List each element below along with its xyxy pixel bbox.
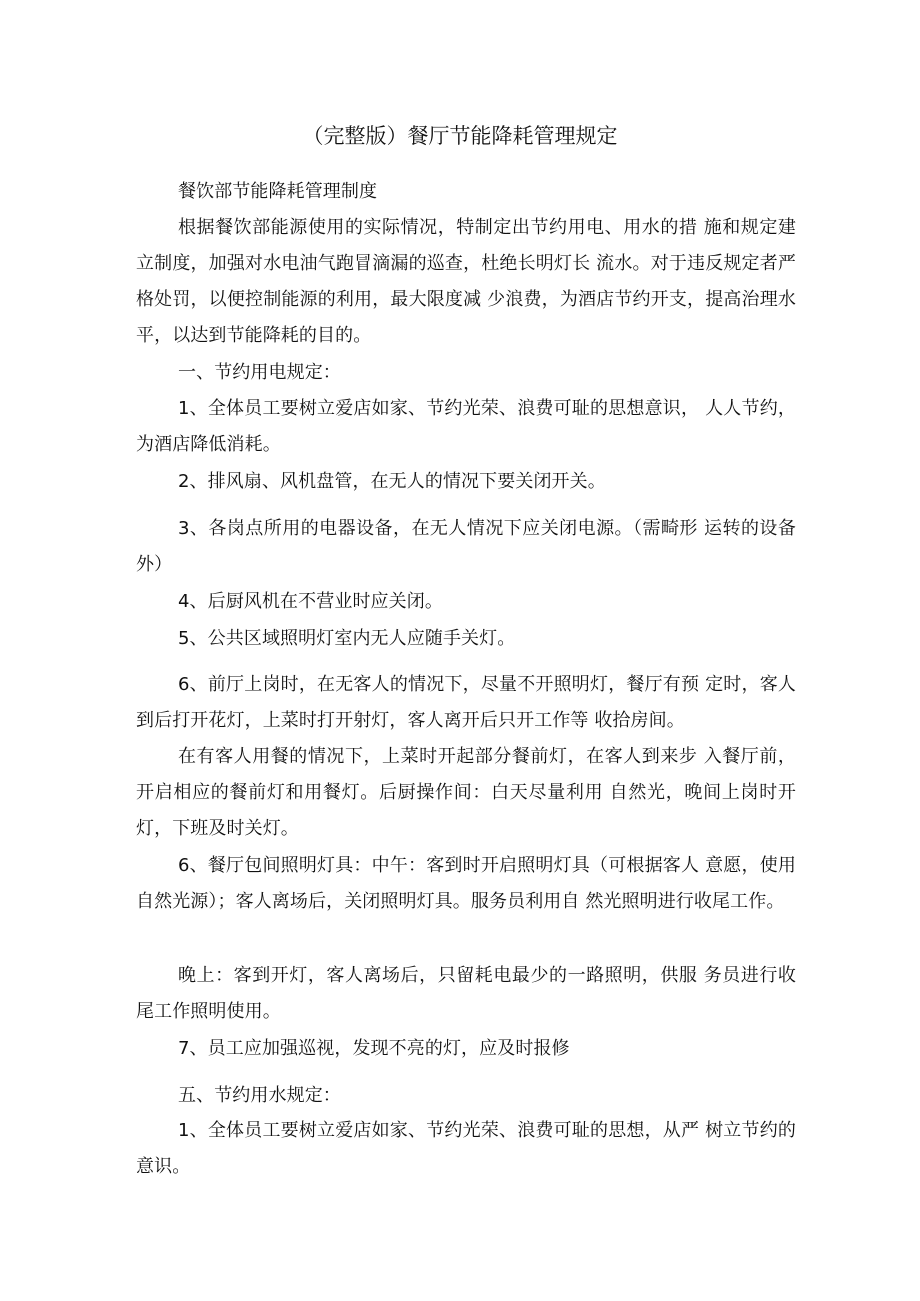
section-heading-electricity: 一、节约用电规定： [178, 362, 341, 383]
intro-paragraph: 根据餐饮部能源使用的实际情况，特制定出节约用电、用水的措 施和规定建立制度，加强对水电油气跑冒滴漏的巡查，杜绝长明灯长 流水。对于违反规定者严格处罚，以便控制能源的利用，最大限度减 少浪费，为酒店节约开支，提高治理水平，以达到节能降耗的目的。 [136, 217, 796, 346]
rule-paragraph-7: 7、员工应加强巡视，发现不亮的灯，应及时报修 [178, 1038, 570, 1059]
rule-paragraph-2: 2、排风扇、风机盘管，在无人的情况下要关闭开关。 [178, 471, 606, 492]
rule-paragraph-6-private-rooms: 6、餐厅包间照明灯具：中午：客到时开启照明灯具（可根据客人 意愿，使用自然光源）；客人离场后，关闭照明灯具。服务员利用自 然光照明进行收尾工作。 [136, 855, 796, 912]
rule-paragraph-4: 4、后厨风机在不营业时应关闭。 [178, 591, 443, 612]
section-heading-catering: 餐饮部节能降耗管理制度 [178, 181, 378, 202]
water-rule-paragraph-1: 1、全体员工要树立爱店如家、节约光荣、浪费可耻的思想，从严 树立节约的意识。 [136, 1120, 796, 1177]
rule-paragraph-evening: 晚上：客到开灯，客人离场后，只留耗电最少的一路照明，供服 务员进行收尾工作照明使用。 [136, 965, 796, 1022]
rule-paragraph-3: 3、各岗点所用的电器设备，在无人情况下应关闭电源。（需畸形 运转的设备外） [136, 518, 796, 575]
section-heading-water: 五、节约用水规定： [178, 1085, 341, 1106]
rule-paragraph-1: 1、全体员工要树立爱店如家、节约光荣、浪费可耻的思想意识， 人人节约，为酒店降低消耗。 [136, 398, 796, 455]
rule-paragraph-5: 5、公共区域照明灯室内无人应随手关灯。 [178, 628, 516, 649]
document-title: （完整版）餐厅节能降耗管理规定 [302, 124, 618, 148]
rule-paragraph-6-continued: 在有客人用餐的情况下，上菜时开起部分餐前灯，在客人到来步 入餐厅前，开启相应的餐前灯和用餐灯。后厨操作间：白天尽量利用 自然光，晚间上岗时开灯，下班及时关灯。 [136, 746, 796, 839]
rule-paragraph-6: 6、前厅上岗时，在无客人的情况下，尽量不开照明灯，餐厅有预 定时，客人到后打开花灯，上菜时打开射灯，客人离开后只开工作等 收拾房间。 [136, 674, 796, 731]
